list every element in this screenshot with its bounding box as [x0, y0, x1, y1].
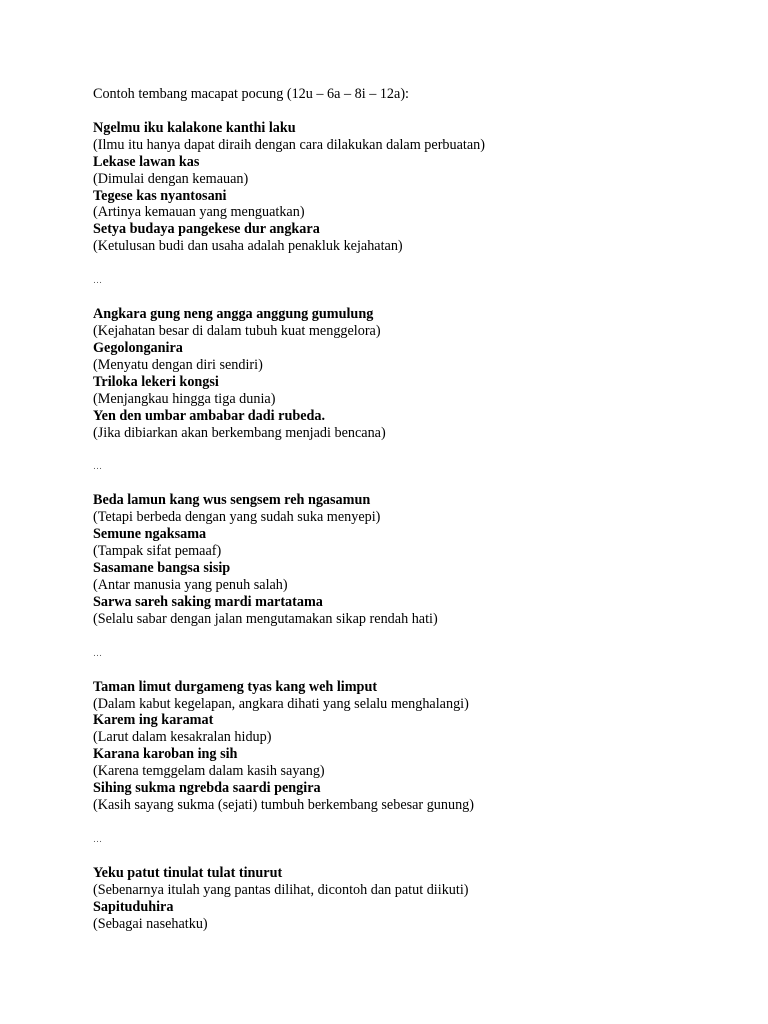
stanza-separator: … [93, 275, 103, 286]
translation-line: (Sebenarnya itulah yang pantas dilihat, dicontoh dan patut diikuti) [93, 881, 469, 898]
stanza-1 [93, 120, 733, 255]
javanese-line: Taman limut durgameng tyas kang weh limput [93, 678, 378, 695]
translation-line: (Artinya kemauan yang menguatkan) [93, 204, 305, 221]
javanese-line: Angkara gung neng angga anggung gumulung [93, 306, 374, 323]
translation-line: (Kasih sayang sukma (sejati) tumbuh berkembang sebesar gunung) [93, 797, 474, 813]
javanese-line: Karana karoban ing sih [93, 746, 238, 763]
document-page [93, 86, 733, 933]
javanese-line: Yen den umbar ambabar dadi rubeda. [93, 407, 326, 424]
intro-line: Contoh tembang macapat pocung (12u – 6a – 8i – 12a): [93, 86, 409, 102]
javanese-line: Semune ngaksama [93, 526, 207, 543]
javanese-line: Sarwa sareh saking mardi martatama [93, 593, 323, 610]
stanza-5 [93, 865, 733, 933]
stanza-4 [93, 679, 733, 814]
javanese-line: Beda lamun kang wus sengsem reh ngasamun [93, 492, 371, 509]
javanese-line: Tegese kas nyantosani [93, 187, 227, 204]
javanese-line: Karem ing karamat [93, 712, 214, 729]
translation-line: (Antar manusia yang penuh salah) [93, 576, 288, 593]
javanese-line: Sasamane bangsa sisip [93, 560, 231, 577]
translation-line: (Jika dibiarkan akan berkembang menjadi bencana) [93, 424, 386, 441]
translation-line: (Tetapi berbeda dengan yang sudah suka menyepi) [93, 509, 381, 526]
stanza-3 [93, 492, 733, 627]
javanese-line: Triloka lekeri kongsi [93, 373, 219, 390]
translation-line: (Ilmu itu hanya dapat diraih dengan cara dilakukan dalam perbuatan) [93, 136, 485, 153]
translation-line: (Selalu sabar dengan jalan mengutamakan sikap rendah hati) [93, 610, 438, 627]
javanese-line: Ngelmu iku kalakone kanthi laku [93, 119, 296, 136]
translation-line: (Sebagai nasehatku) [93, 915, 208, 932]
javanese-line: Sihing sukma ngrebda saardi pengira [93, 780, 321, 797]
stanza-separator: … [93, 647, 103, 658]
translation-line: (Kejahatan besar di dalam tubuh kuat menggelora) [93, 323, 381, 340]
stanza-separator: … [93, 833, 103, 844]
javanese-line: Gegolonganira [93, 339, 183, 356]
stanza-2 [93, 306, 733, 441]
javanese-line: Setya budaya pangekese dur angkara [93, 221, 320, 238]
translation-line: (Larut dalam kesakralan hidup) [93, 729, 272, 746]
translation-line: (Menjangkau hingga tiga dunia) [93, 390, 276, 407]
translation-line: (Dimulai dengan kemauan) [93, 170, 249, 187]
translation-line: (Dalam kabut kegelapan, angkara dihati yang selalu menghalangi) [93, 695, 469, 712]
translation-line: (Menyatu dengan diri sendiri) [93, 356, 263, 373]
stanza-separator: … [93, 461, 103, 472]
translation-line: (Tampak sifat pemaaf) [93, 543, 222, 560]
javanese-line: Sapituduhira [93, 898, 174, 915]
translation-line: (Ketulusan budi dan usaha adalah penakluk kejahatan) [93, 238, 403, 255]
translation-line: (Karena temggelam dalam kasih sayang) [93, 763, 325, 780]
javanese-line: Yeku patut tinulat tulat tinurut [93, 864, 283, 881]
javanese-line: Lekase lawan kas [93, 153, 200, 170]
